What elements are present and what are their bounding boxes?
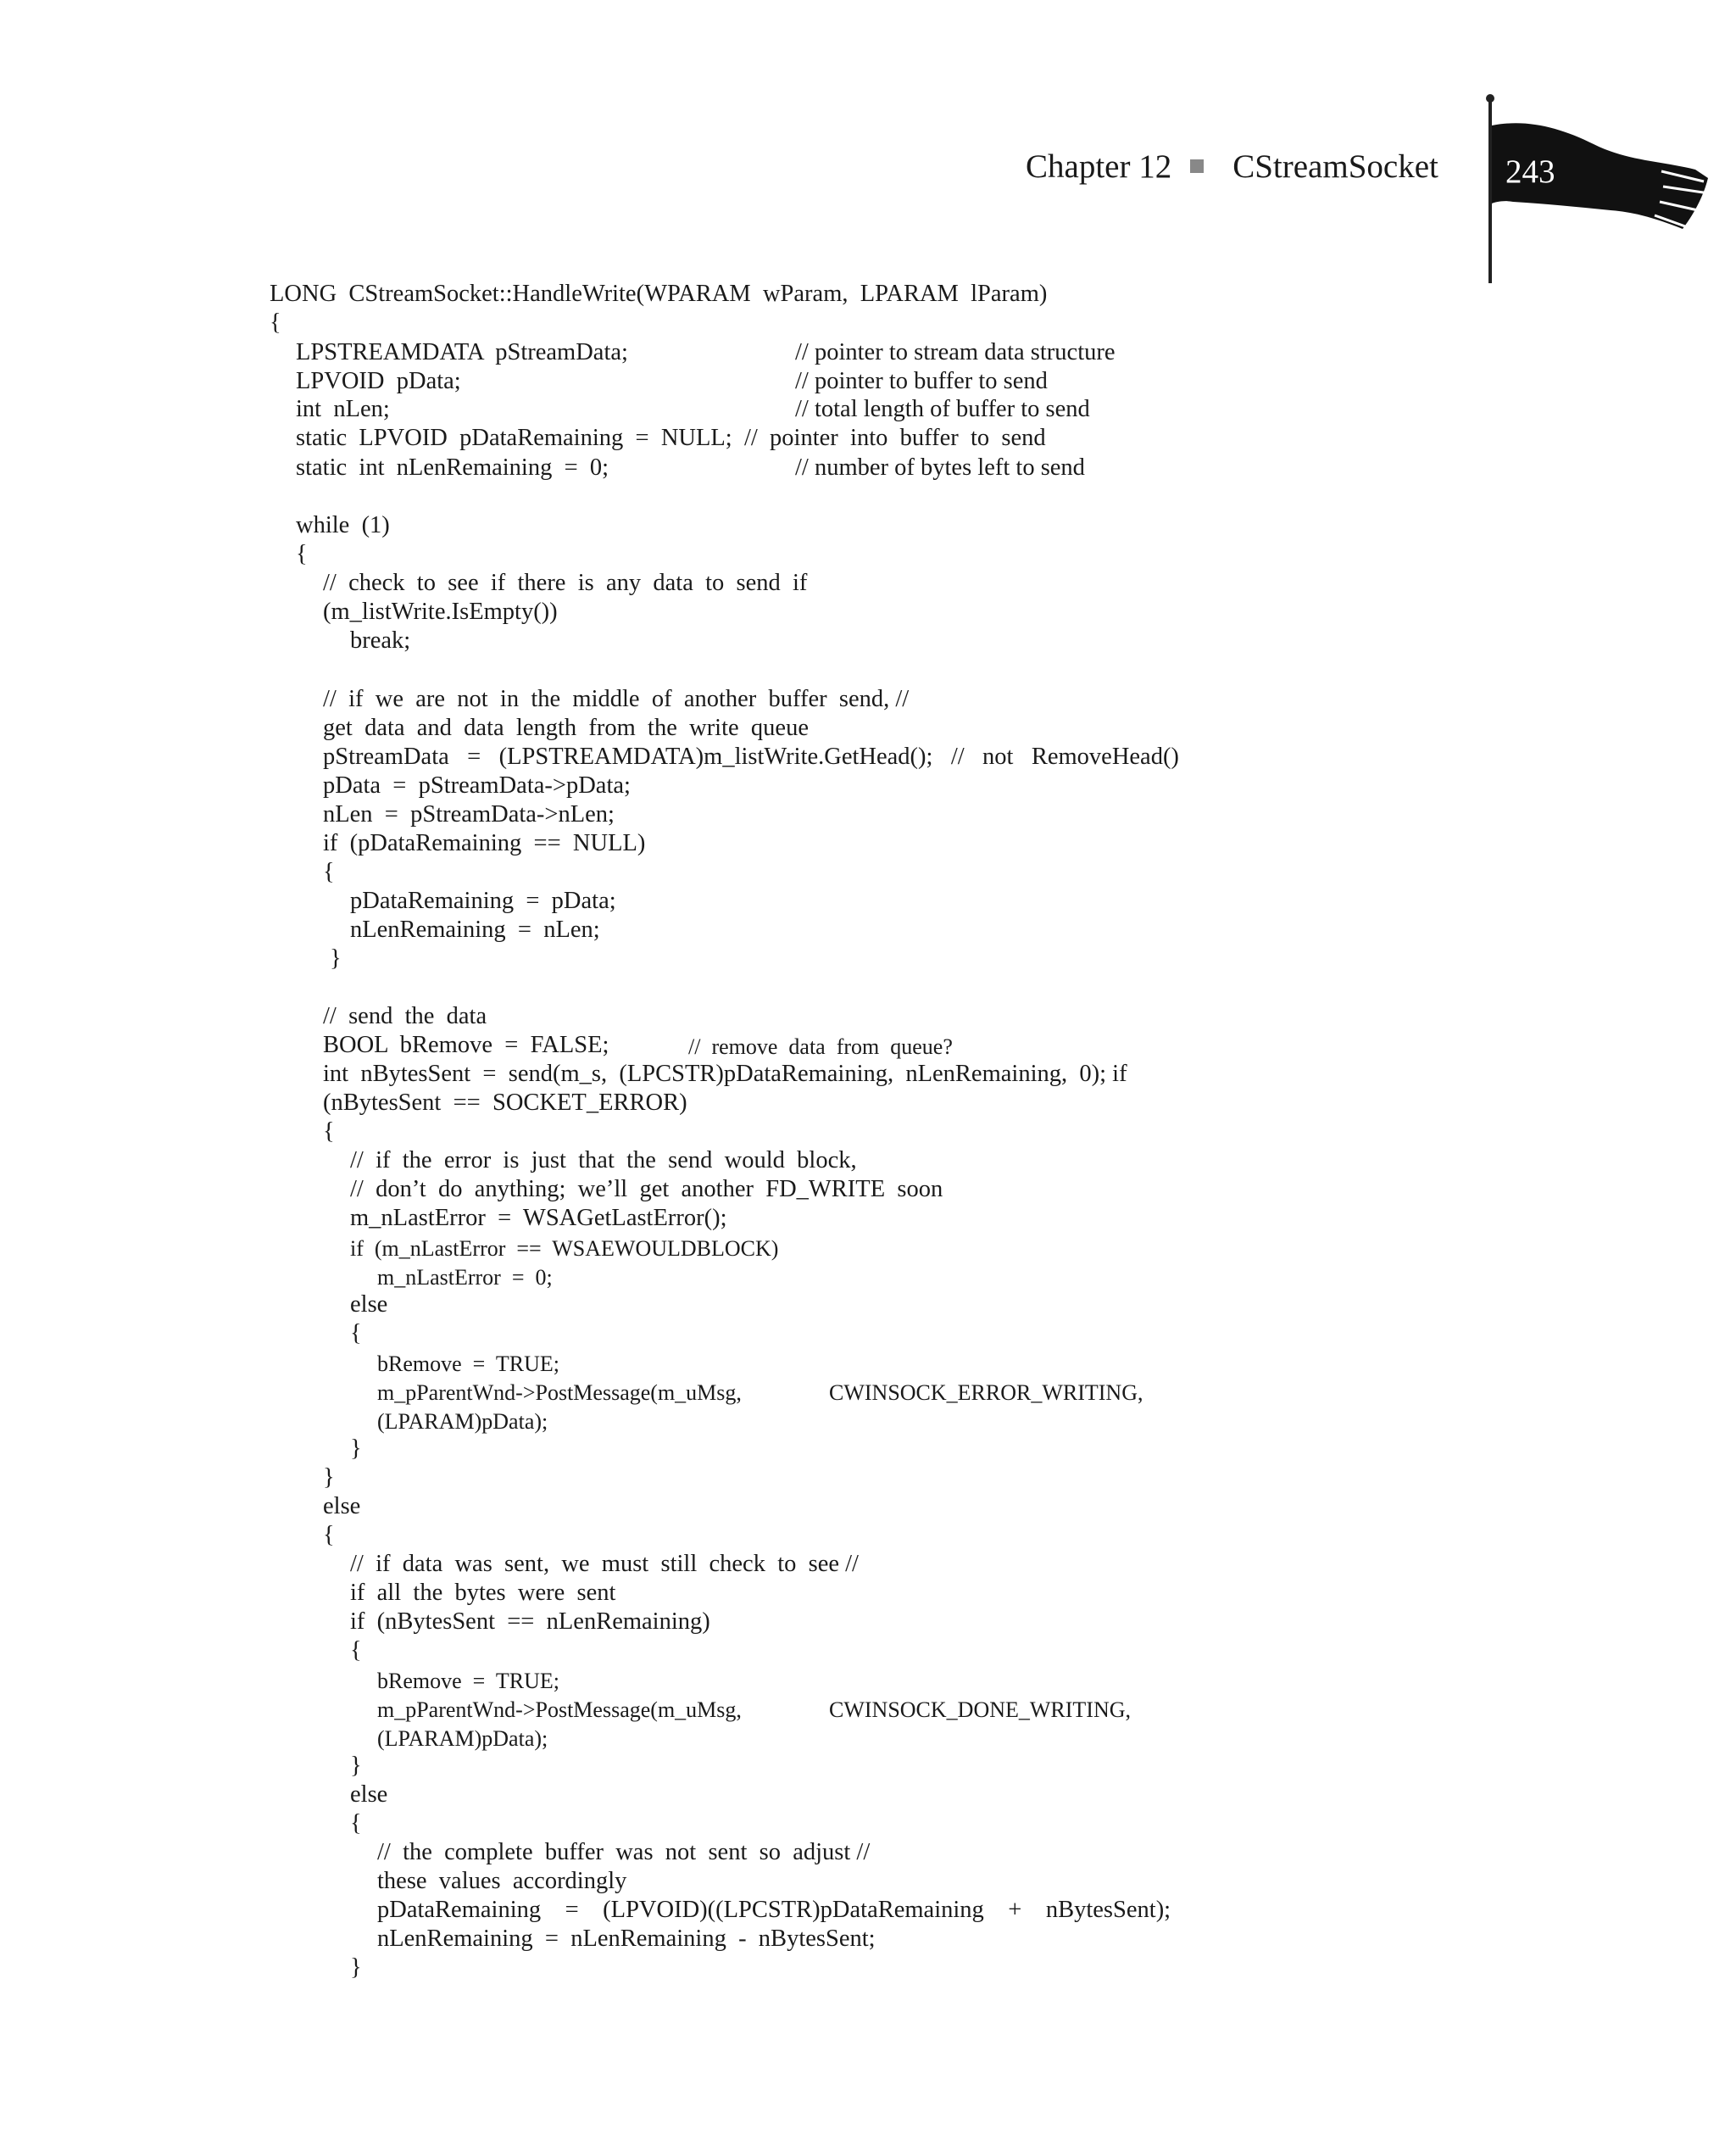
code-line: // send the data bbox=[323, 1003, 487, 1029]
code-line: // check to see if there is any data to send if bbox=[323, 570, 808, 596]
code-line: { bbox=[350, 1637, 362, 1664]
code-line: these values accordingly bbox=[377, 1868, 627, 1894]
code-line: bRemove = TRUE; bbox=[377, 1352, 559, 1376]
code-line: // the complete buffer was not sent so adjust // bbox=[377, 1839, 871, 1865]
code-comment: // total length of buffer to send bbox=[795, 396, 1090, 422]
code-line: get data and data length from the write queue bbox=[323, 715, 809, 741]
code-line: LPSTREAMDATA pStreamData; bbox=[296, 339, 628, 365]
code-line: static LPVOID pDataRemaining = NULL; // pointer into buffer to send bbox=[296, 425, 1046, 451]
code-line: else bbox=[350, 1781, 388, 1808]
code-line: CWINSOCK_DONE_WRITING, bbox=[829, 1697, 1132, 1722]
code-line: { bbox=[323, 1118, 335, 1145]
code-line: // don’t do anything; we’ll get another FD_WRITE soon bbox=[350, 1176, 943, 1202]
code-line: pStreamData = (LPSTREAMDATA)m_listWrite.GetHead(); // not RemoveHead() bbox=[323, 744, 1179, 770]
code-line: m_nLastError = 0; bbox=[377, 1265, 553, 1290]
code-line: { bbox=[323, 859, 335, 885]
code-line: } bbox=[350, 1954, 362, 1981]
code-line: pData = pStreamData->pData; bbox=[323, 772, 631, 799]
code-line: pDataRemaining = (LPVOID)((LPCSTR)pDataRemaining + nBytesSent); bbox=[377, 1897, 1171, 1923]
code-line: // if the error is just that the send would block, bbox=[350, 1147, 857, 1173]
code-line: while (1) bbox=[296, 512, 390, 538]
code-line: if (nBytesSent == nLenRemaining) bbox=[350, 1608, 710, 1635]
code-line: { bbox=[323, 1522, 335, 1548]
code-line: if (pDataRemaining == NULL) bbox=[323, 830, 646, 856]
code-line: // if we are not in the middle of another buffer send, // bbox=[323, 686, 910, 712]
code-line: nLenRemaining = nLenRemaining - nBytesSent; bbox=[377, 1926, 876, 1952]
code-line: bRemove = TRUE; bbox=[377, 1669, 559, 1693]
code-line: static int nLenRemaining = 0; bbox=[296, 454, 609, 481]
code-line: nLenRemaining = nLen; bbox=[350, 917, 600, 943]
code-comment: // pointer to stream data structure bbox=[795, 339, 1116, 365]
code-line: else bbox=[323, 1493, 361, 1519]
code-line: int nLen; bbox=[296, 396, 390, 422]
code-line: } bbox=[350, 1753, 362, 1779]
code-line: (LPARAM)pData); bbox=[377, 1409, 548, 1434]
code-line: (nBytesSent == SOCKET_ERROR) bbox=[323, 1090, 687, 1116]
code-line: (LPARAM)pData); bbox=[377, 1726, 548, 1751]
code-comment: // number of bytes left to send bbox=[795, 454, 1085, 481]
code-line: BOOL bRemove = FALSE; bbox=[323, 1032, 609, 1058]
code-line: } bbox=[350, 1435, 362, 1462]
code-line: { bbox=[296, 541, 308, 567]
code-line: if all the bytes were sent bbox=[350, 1580, 616, 1606]
code-comment: // pointer to buffer to send bbox=[795, 368, 1048, 394]
code-line: m_pParentWnd->PostMessage(m_uMsg, bbox=[377, 1380, 742, 1405]
code-line: pDataRemaining = pData; bbox=[350, 888, 616, 914]
code-line: { bbox=[350, 1320, 362, 1346]
chapter-label: Chapter 12 bbox=[1026, 148, 1172, 185]
code-line: // if data was sent, we must still check to see // bbox=[350, 1551, 859, 1577]
code-line: m_nLastError = WSAGetLastError(); bbox=[350, 1205, 727, 1231]
code-line: else bbox=[350, 1291, 388, 1318]
code-line: if (m_nLastError == WSAEWOULDBLOCK) bbox=[350, 1236, 779, 1261]
code-line: break; bbox=[350, 627, 411, 654]
code-line: LONG CStreamSocket::HandleWrite(WPARAM wParam, LPARAM lParam) bbox=[270, 281, 1048, 307]
page-number: 243 bbox=[1505, 153, 1555, 190]
code-line: } bbox=[323, 1464, 335, 1491]
code-comment: // remove data from queue? bbox=[688, 1034, 953, 1059]
code-line: { bbox=[270, 309, 281, 336]
code-line: LPVOID pData; bbox=[296, 368, 461, 394]
code-line: { bbox=[350, 1810, 362, 1836]
code-line: (m_listWrite.IsEmpty()) bbox=[323, 599, 558, 625]
code-line: nLen = pStreamData->nLen; bbox=[323, 801, 615, 828]
code-line: int nBytesSent = send(m_s, (LPCSTR)pDataRemaining, nLenRemaining, 0); if bbox=[323, 1061, 1127, 1087]
code-line: } bbox=[330, 945, 342, 972]
chapter-title: CStreamSocket bbox=[1232, 148, 1438, 185]
code-line: m_pParentWnd->PostMessage(m_uMsg, bbox=[377, 1697, 742, 1722]
code-line: CWINSOCK_ERROR_WRITING, bbox=[829, 1380, 1143, 1405]
